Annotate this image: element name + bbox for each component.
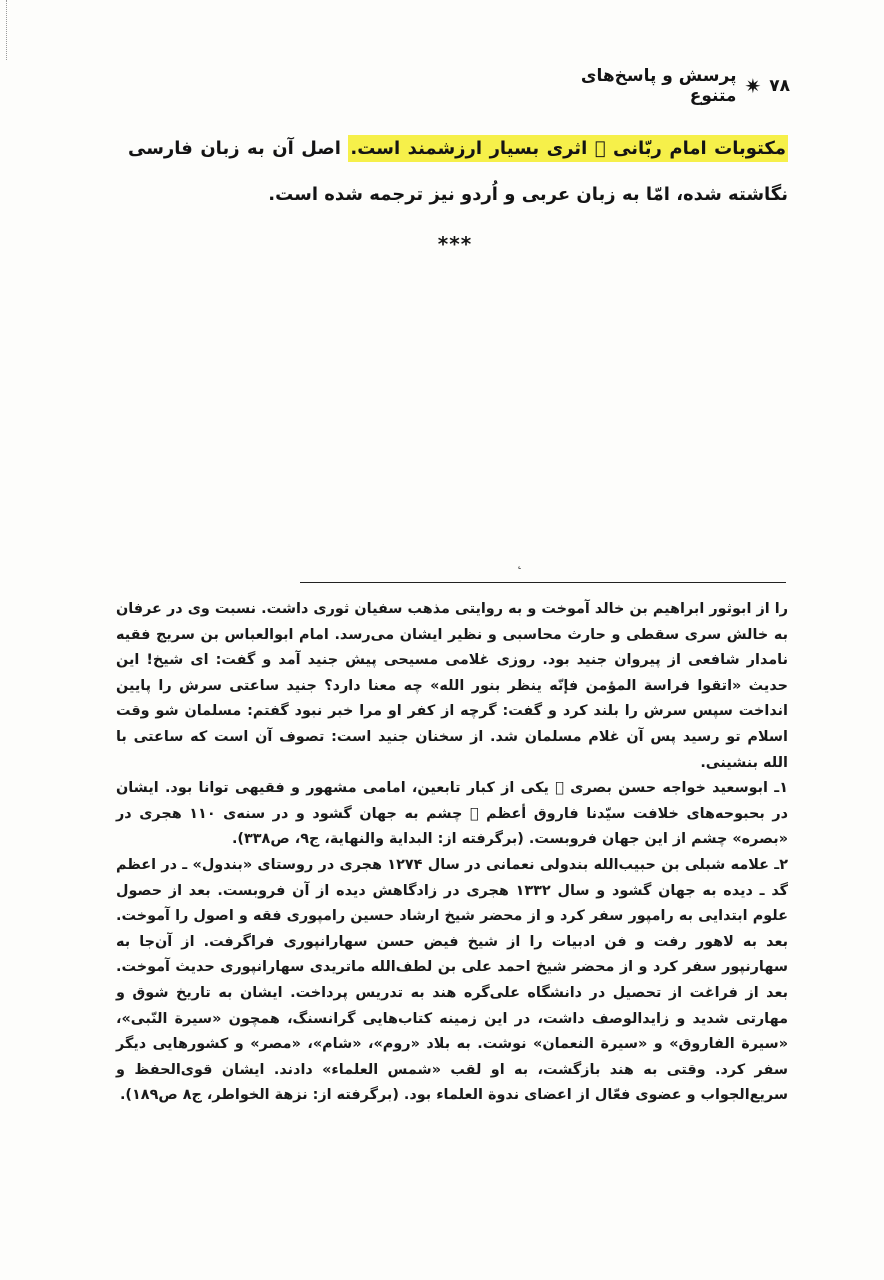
- footnote-1: ۱ـ ابوسعید خواجه حسن بصری ﷫ یکی از کبار تابعین، امامی مشهور و فقیهی توانا بود. ایشان در بحبوحه‌های خلافت سیّدنا فاروق أعظم ﷛ چشم به جهان گشود و در سنه‌ی ۱۱۰ هجری در «بصره» چشم از این جهان فروبست. (برگرفته از: البدایة والنهایة، ج۹، ص۳۳۸).: [116, 780, 788, 848]
- star-ornament-icon: ✷: [744, 74, 762, 98]
- scan-speck: ˛: [516, 554, 523, 570]
- footnotes: [116, 597, 788, 1109]
- running-header: [540, 66, 790, 106]
- scan-edge-mark: [6, 0, 9, 60]
- highlighted-sentence: مکتوبات امام ربّانی ﷫ اثری بسیار ارزشمند است.: [348, 135, 788, 162]
- main-paragraph: [128, 126, 788, 218]
- footnote-continuation: را از ابوثور ابراهیم بن خالد آموخت و به روایتی مذهب سفیان ثوری داشت. نسبت وی در عرفان به خالش سری سقطی و حارث محاسبی و نظیر ایشان می‌رسد. امام ابوالعباس بن سریج فقیه نامدار شافعی از پیروان جنید بود. روزی غلامی مسیحی پیش جنید آمد و گفت: ای شیخ! این حدیث «اتقوا فراسة المؤمن فإنّه ینظر بنور الله» چه معنا دارد؟ جنید ساعتی سرش را پایین انداخت سپس سرش را بلند کرد و گفت: گرچه از کفر او مرا خبر نبود گفتم: مسلمان شو وقت اسلام تو رسید پس آن غلام مسلمان شد. از سخنان جنید است: تصوف آن است که ساعتی با الله بنشینی.: [116, 601, 788, 771]
- page-number: ۷۸: [769, 76, 790, 96]
- footnote-2: ۲ـ علامه شبلی بن حبیب‌الله بندولی نعمانی در سال ۱۲۷۴ هجری در روستای «بندول» ـ در اعظم گد ـ دیده به جهان گشود و سال ۱۳۳۲ هجری در زادگاهش دیده از آن فروبست. بعد از حصول علوم ابتدایی به رامپور سفر کرد و از محضر شیخ ارشاد حسین رامپوری فقه و اصول را آموخت. بعد به لاهور رفت و فن ادبیات را از شیخ فیض حسن سهارانپوری فراگرفت. از آن‌جا به سهارنپور سفر کرد و از محضر شیخ احمد علی بن لطف‌الله ماتریدی سهارانپوری حدیث آموخت. بعد از فراغت از تحصیل در دانشگاه علی‌گره هند به تدریس پرداخت. ایشان به تاریخ شوق و مهارتی شدید و زایدالوصف داشت، در این زمینه کتاب‌هایی گرانسنگ، همچون «سیرة النّبی»، «سیرة الفاروق» و «سیرة النعمان» نوشت. به بلاد «روم»، «شام»، «مصر» و کشورهایی دیگر سفر کرد. وقتی به هند بازگشت، به او لقب «شمس العلماء» دادند. ایشان قوی‌الحفظ و سریع‌الجواب و عضوی فعّال از اعضای ندوة العلماء بود. (برگرفته از: نزهة الخواطر، ج۸ ص۱۸۹).: [116, 856, 789, 1104]
- paragraph-rest: اصل آن به زبان فارسی نگاشته شده، امّا به زبان عربی و اُردو نیز ترجمه شده است.: [128, 138, 788, 205]
- section-separator: ***: [437, 232, 473, 256]
- footnote-divider: [300, 582, 786, 583]
- running-title: پرسش و پاسخ‌های متنوع: [580, 66, 737, 106]
